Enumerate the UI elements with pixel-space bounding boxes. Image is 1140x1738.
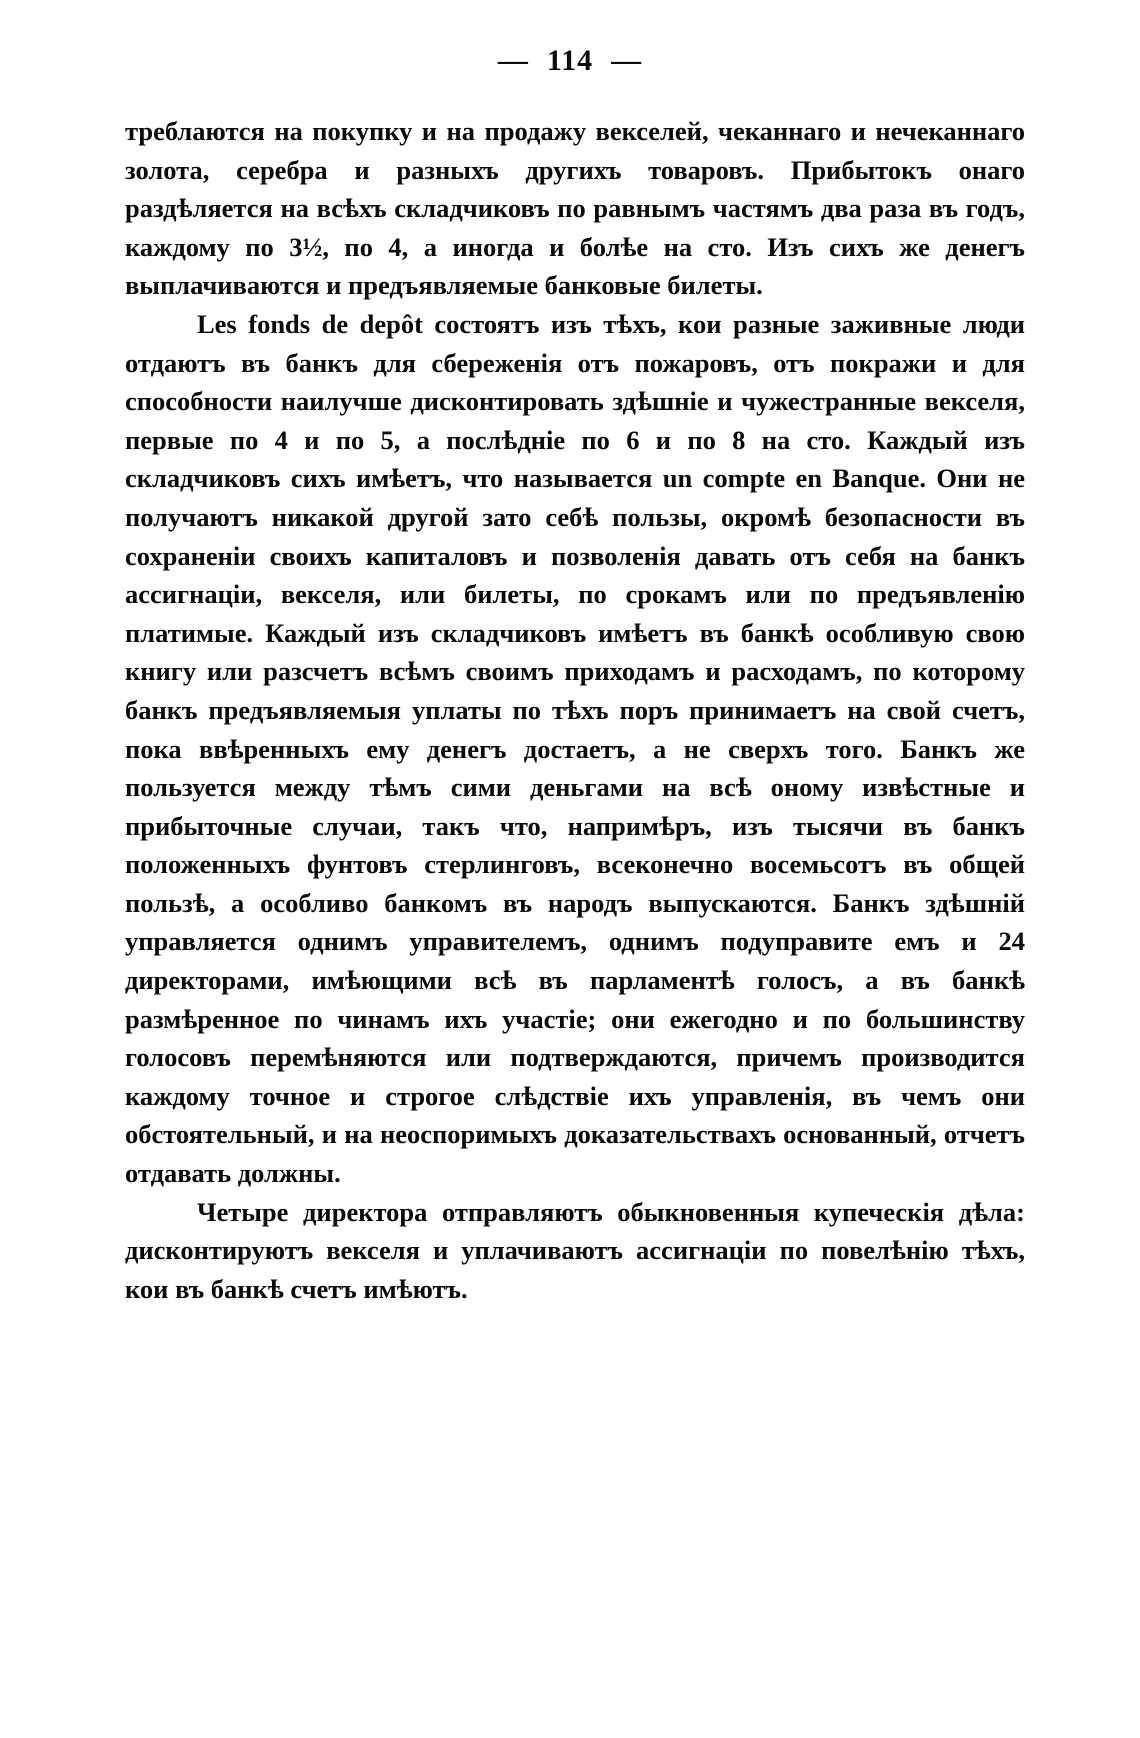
paragraph-2: Les fonds de depôt состоятъ изъ тѣхъ, кои разные заживные люди отдаютъ въ банкъ для сбереженія отъ пожаровъ, отъ покражи и для способности наилучше дисконтировать здѣшніе и чужестранные векселя, первые по 4 и по 5, а послѣдніе по 6 и по 8 на сто. Каждый изъ складчиковъ сихъ имѣетъ, что называется un compte en Banque. Они не получаютъ никакой другой зато себѣ пользы, окромѣ безопасности въ сохраненіи своихъ капиталовъ и позволенія давать отъ себя на банкъ ассигнаціи, векселя, или билеты, по срокамъ или по предъявленію платимые. Каждый изъ складчиковъ имѣетъ въ банкѣ особливую свою книгу или разсчетъ всѣмъ своимъ приходамъ и расходамъ, по которому банкъ предъявляемыя уплаты по тѣхъ поръ принимаетъ на свой счетъ, пока ввѣренныхъ ему денегъ достаетъ, а не сверхъ того. Банкъ же пользуется между тѣмъ сими деньгами на всѣ оному извѣстные и прибыточные случаи, такъ что, напримѣръ, изъ тысячи въ банкъ положенныхъ фунтовъ стерлинговъ, всеконечно восемьсотъ въ общей пользѣ, а особливо банкомъ въ народъ выпускаются. Банкъ здѣшній управляется однимъ управителемъ, однимъ подуправите емъ и 24 директорами, имѣющими всѣ въ парламентѣ голосъ, а въ банкѣ размѣренное по чинамъ ихъ участіе; они ежегодно и по большинству голосовъ перемѣняются или подтверждаются, причемъ производится каждому точное и строгое слѣдствіе ихъ управленія, въ чемъ они обстоятельный, и на неоспоримыхъ доказательствахъ основанный, отчетъ отдавать должны. — [125, 308, 1025, 1189]
page-number: 114 — [546, 44, 594, 77]
paragraph-1: треблаются на покупку и на продажу векселей, чеканнаго и нечеканнаго золота, серебра и разныхъ другихъ товаровъ. Прибытокъ онаго раздѣляется на всѣхъ складчиковъ по равнымъ частямъ два раза въ годъ, каждому по 3½, по 4, а иногда и болѣе на сто. Изъ сихъ же денегъ выплачиваются и предъявляемые банковые билеты. — [125, 116, 1025, 301]
page-header — [0, 44, 1140, 78]
paragraph-3: Четыре директора отправляютъ обыкновенныя купеческія дѣла: дисконтируютъ векселя и уплачиваютъ ассигнаціи по повелѣнію тѣхъ, кои въ банкѣ счетъ имѣютъ. — [125, 1196, 1025, 1304]
body-text — [125, 112, 1025, 1308]
header-dash-left: — — [497, 44, 529, 77]
header-dash-right: — — [611, 44, 643, 77]
